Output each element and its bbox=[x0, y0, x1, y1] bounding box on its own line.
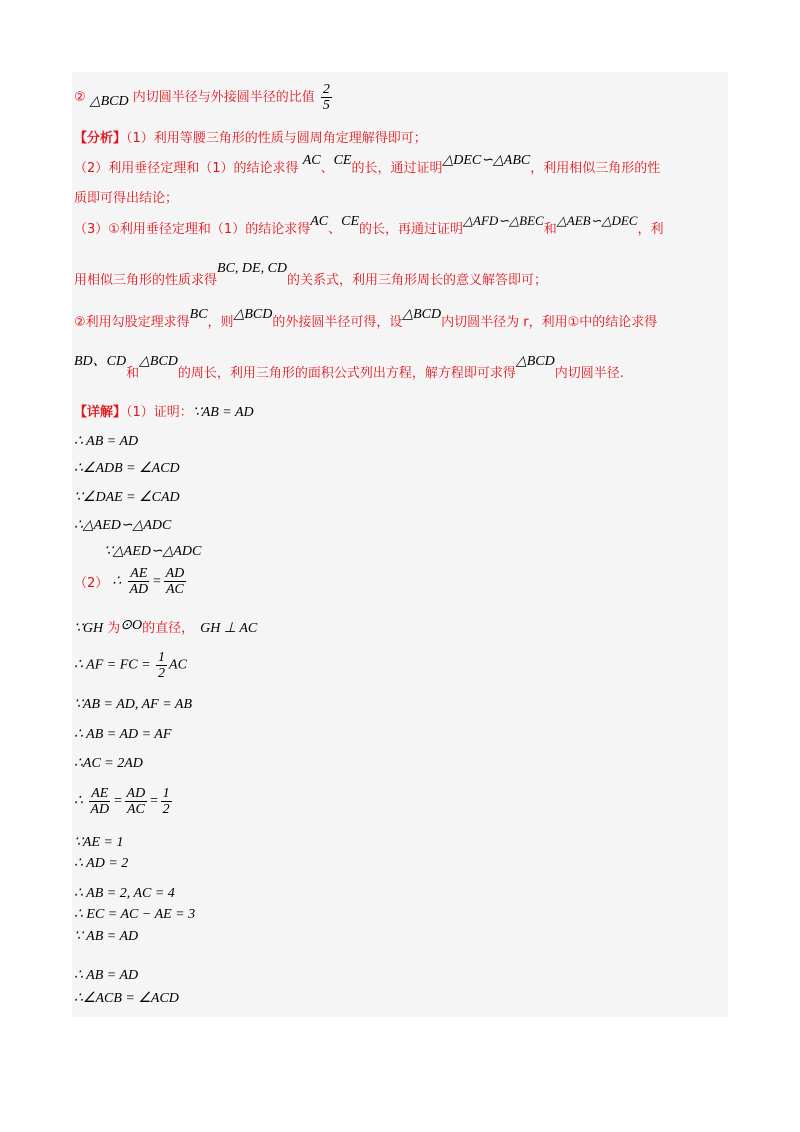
step-4: ∴△AED∽△ADC bbox=[74, 518, 172, 533]
step-14: ∴ AD = 2 bbox=[74, 856, 129, 871]
analysis-text-7b: 的周长，利用三角形的面积公式列出方程，解方程即可求得 bbox=[177, 366, 516, 381]
analysis-text-4c: 和 bbox=[543, 222, 557, 237]
math-similar-aeb: △AEB∽△DEC bbox=[556, 213, 638, 228]
math-ce: CE bbox=[341, 214, 359, 229]
math-ac: AC bbox=[310, 214, 329, 229]
step-18: ∴ AB = AD bbox=[74, 968, 139, 983]
math-triangle-bcd: △BCD bbox=[515, 354, 555, 369]
circle-o: ⊙O bbox=[120, 618, 143, 633]
math-bc: BC bbox=[189, 307, 208, 322]
step-13: ∵AE = 1 bbox=[74, 835, 124, 850]
analysis-text-1: （1）利用等腰三角形的性质与圆周角定理解得即可； bbox=[126, 131, 427, 146]
fraction-ad-ac bbox=[164, 566, 187, 597]
numerator: AD bbox=[126, 786, 146, 801]
fraction-ae-ad bbox=[88, 786, 111, 817]
math-af-fc: ∴ AF = FC = bbox=[74, 657, 151, 673]
ratio-text: 内切圆半径与外接圆半径的比值 bbox=[132, 90, 315, 105]
math-ab-eq-ad: ∵AB = AD bbox=[192, 405, 254, 420]
analysis-line-6 bbox=[74, 307, 658, 331]
math-gh-perp-ac: GH ⊥ AC bbox=[200, 621, 258, 636]
math-ac: AC bbox=[302, 153, 321, 168]
therefore-symbol: ∴ bbox=[74, 793, 83, 809]
numerator: 1 bbox=[162, 786, 170, 801]
math-similar-afd: △AFD∽△BEC bbox=[463, 213, 544, 228]
numerator: AE bbox=[91, 786, 109, 801]
analysis-text-5b: 的关系式，利用三角形周长的意义解答即可； bbox=[287, 273, 548, 288]
numerator: AD bbox=[165, 566, 185, 581]
step-6 bbox=[74, 566, 188, 597]
analysis-text-5a: 用相似三角形的性质求得 bbox=[74, 273, 218, 288]
denominator: 2 bbox=[162, 802, 170, 817]
step-9: ∵AB = AD, AF = AB bbox=[74, 697, 193, 712]
analysis-text-2b: 的长，通过证明 bbox=[351, 161, 443, 176]
fraction-ad-ac bbox=[125, 786, 148, 817]
analysis-text-7c: 内切圆半径. bbox=[554, 366, 624, 381]
circled-number: ② bbox=[74, 90, 86, 105]
math-similar: △DEC∽△ABC bbox=[442, 153, 531, 168]
analysis-text-2c: ，利用相似三角形的性 bbox=[530, 161, 661, 176]
analysis-text-3: 质即可得出结论； bbox=[74, 191, 179, 206]
separator: 、 bbox=[328, 222, 342, 237]
math-ac: AC bbox=[169, 657, 187, 673]
part-2-label: （2） bbox=[74, 576, 109, 591]
analysis-text-6d: 内切圆半径为 r，利用①中的结论求得 bbox=[441, 315, 658, 330]
step-5: ∵△AED∽△ADC bbox=[104, 544, 202, 559]
math-gh: ∵GH bbox=[74, 621, 104, 636]
fraction-ae-ad bbox=[127, 566, 150, 597]
ratio-numerator: 2 bbox=[322, 82, 330, 97]
math-triangle-bcd: △BCD bbox=[233, 307, 273, 322]
ratio-fraction bbox=[321, 82, 332, 113]
analysis-line-7 bbox=[74, 354, 624, 382]
step-12: ∴ $\frac{AE}{AD}$ = $\frac{AD}{AC}$ = $\frac{1}{2}$ bbox=[74, 786, 170, 817]
detail-proof-text: （1）证明： bbox=[126, 405, 193, 420]
analysis-line-5 bbox=[74, 261, 548, 289]
analysis-line-4 bbox=[74, 213, 664, 238]
denominator: AC bbox=[166, 582, 184, 597]
math-bc-de-cd: BC, DE, CD bbox=[217, 261, 288, 276]
analysis-text-7a: 和 bbox=[126, 366, 140, 381]
denominator: 2 bbox=[158, 666, 166, 681]
step-10: ∴ AB = AD = AF bbox=[74, 727, 172, 742]
analysis-text-6a: ②利用勾股定理求得 bbox=[74, 315, 190, 330]
fraction-half bbox=[161, 786, 172, 817]
numerator: AE bbox=[130, 566, 148, 581]
detail-line-1 bbox=[74, 401, 254, 421]
analysis-text-4d: ，利 bbox=[637, 222, 664, 237]
analysis-text-2a: （2）利用垂径定理和（1）的结论求得 bbox=[74, 161, 299, 176]
step-2: ∴∠ADB = ∠ACD bbox=[74, 461, 180, 476]
denominator: AD bbox=[90, 802, 110, 817]
analysis-text-6c: 的外接圆半径可得，设 bbox=[272, 315, 403, 330]
math-ce: CE bbox=[333, 153, 352, 168]
math-triangle-bcd: △BCD bbox=[139, 354, 178, 369]
separator: 、 bbox=[320, 161, 334, 176]
therefore-symbol: ∴ bbox=[112, 574, 122, 589]
denominator: AC bbox=[126, 802, 145, 817]
step-11: ∴AC = 2AD bbox=[74, 756, 143, 771]
step-3: ∵∠DAE = ∠CAD bbox=[74, 490, 180, 505]
step-17: ∵ AB = AD bbox=[74, 929, 139, 944]
step-16: ∴ EC = AC − AE = 3 bbox=[74, 907, 196, 922]
numerator: 1 bbox=[158, 650, 166, 665]
fraction-half bbox=[156, 650, 167, 681]
step-15: ∴ AB = 2, AC = 4 bbox=[74, 886, 175, 901]
triangle-bcd: △BCD bbox=[89, 94, 129, 109]
math-bd-cd: BD、CD bbox=[74, 354, 127, 369]
analysis-label: 【分析】 bbox=[74, 131, 127, 146]
analysis-line-1 bbox=[74, 127, 427, 146]
step-7 bbox=[74, 617, 257, 637]
step-8 bbox=[74, 650, 187, 681]
step-19: ∴∠ACB = ∠ACD bbox=[74, 991, 179, 1006]
text-wei: 为 bbox=[107, 621, 121, 636]
equals: = bbox=[152, 574, 162, 589]
analysis-text-6b: ，则 bbox=[207, 315, 234, 330]
ratio-denominator: 5 bbox=[322, 98, 330, 113]
analysis-line-2 bbox=[74, 153, 661, 177]
text-diameter: 的直径， bbox=[142, 621, 195, 636]
part2-ratio-line bbox=[74, 82, 334, 113]
analysis-text-4b: 的长，再通过证明 bbox=[359, 222, 464, 237]
step-1: ∴ AB = AD bbox=[74, 434, 139, 449]
denominator: AD bbox=[129, 582, 149, 597]
math-triangle-bcd: △BCD bbox=[402, 307, 442, 322]
analysis-text-4a: （3）①利用垂径定理和（1）的结论求得 bbox=[74, 222, 311, 237]
analysis-line-3 bbox=[74, 187, 178, 206]
detail-label: 【详解】 bbox=[74, 405, 127, 420]
